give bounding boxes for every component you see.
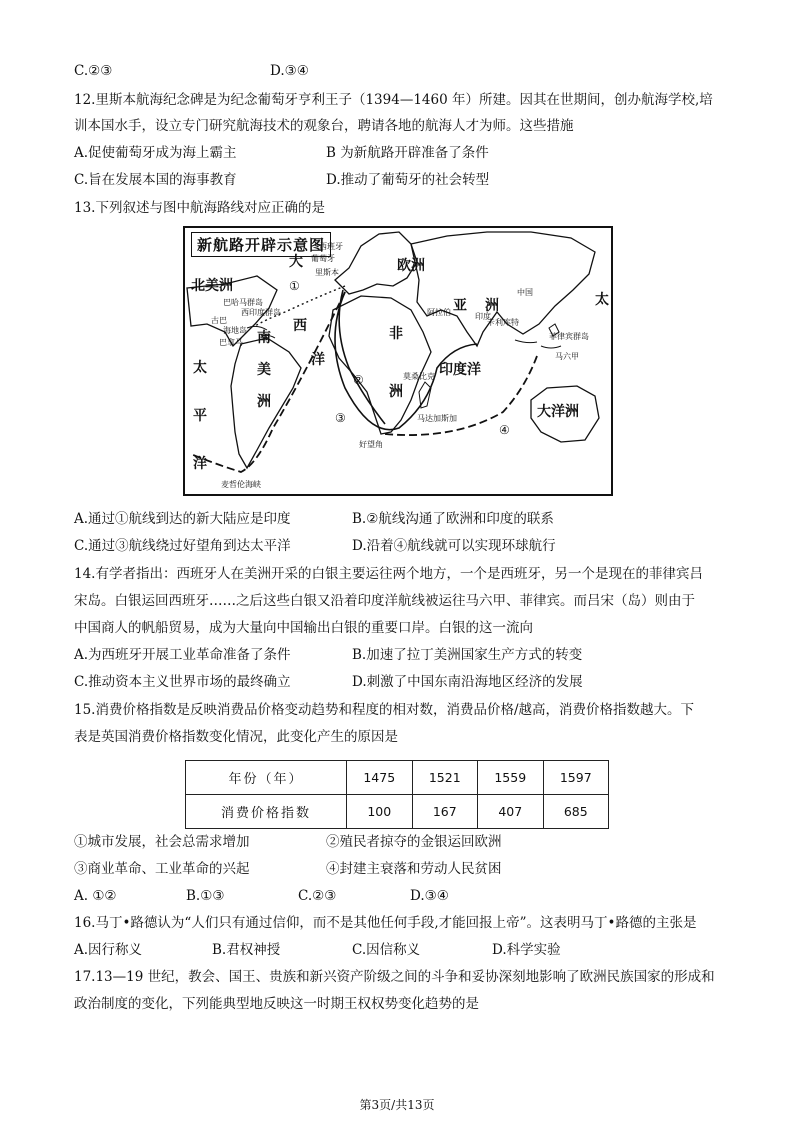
label-africa-2: 洲 <box>389 384 403 400</box>
prev-option-c: C.②③ <box>74 63 113 79</box>
q14-option-d: D.刺激了中国东南沿海地区经济的发展 <box>352 674 583 690</box>
label-china: 中国 <box>517 288 533 297</box>
q15-statement-3: ③商业革命、工业革命的兴起 <box>74 861 250 877</box>
label-africa-1: 非 <box>389 326 403 342</box>
q12-stem-line2: 训本国水手，设立专门研究航海技术的观象台，聘请各地的航海人才为师。这些措施 <box>74 118 574 134</box>
table-cell-cpi: 407 <box>478 795 544 829</box>
label-south-america-3: 洲 <box>257 394 271 410</box>
route-map <box>183 226 613 496</box>
q15-stem-line1: 15.消费价格指数是反映消费品价格变动趋势和程度的相对数，消费品价格/越高，消费价格指数越大。下 <box>74 702 695 718</box>
q12-stem-line1: 12.里斯本航海纪念碑是为纪念葡萄牙亨利王子（1394—1460 年）所建。因其在世期间，创办航海学校,培 <box>74 92 713 108</box>
label-pacific-3: 洋 <box>193 456 207 472</box>
q12-option-d: D.推动了葡萄牙的社会转型 <box>326 172 490 188</box>
label-portugal: 葡萄牙 <box>311 254 335 263</box>
q12-option-a: A.促使葡萄牙成为海上霸主 <box>74 145 237 161</box>
label-bahamas: 巴哈马群岛 <box>223 298 263 307</box>
q14-option-c: C.推动资本主义世界市场的最终确立 <box>74 674 291 690</box>
q15-statement-4: ④封建主衰落和劳动人民贫困 <box>326 861 502 877</box>
q15-statement-1: ①城市发展，社会总需求增加 <box>74 834 250 850</box>
table-cell-year: 1475 <box>347 761 413 795</box>
q14-stem-line2: 宋岛。白银运回西班牙……之后这些白银又沿着印度洋航线被运往马六甲、菲律宾。而吕宋（岛）则由于 <box>74 593 695 609</box>
label-mozambique: 莫桑比克 <box>403 372 435 381</box>
map-title: 新航路开辟示意图 <box>191 232 331 257</box>
label-pacific-2: 平 <box>193 408 207 424</box>
q15-option-a: A. ①② <box>74 888 117 904</box>
label-pacific-1: 太 <box>193 360 207 376</box>
label-malacca: 马六甲 <box>555 352 579 361</box>
q12-option-c: C.旨在发展本国的海事教育 <box>74 172 237 188</box>
q13-option-a: A.通过①航线到达的新大陆应是印度 <box>74 511 291 527</box>
label-atlantic-2: 西 <box>293 318 307 334</box>
q13-option-d: D.沿着④航线就可以实现环球航行 <box>352 538 556 554</box>
label-arabia: 阿拉伯 <box>427 308 451 317</box>
prev-option-d: D.③④ <box>270 63 309 79</box>
label-oceania: 大洋洲 <box>537 404 579 420</box>
q14-option-a: A.为西班牙开展工业革命准备了条件 <box>74 647 291 663</box>
q15-statement-2: ②殖民者掠夺的金银运回欧洲 <box>326 834 502 850</box>
label-haiti: 海地岛 <box>223 326 247 335</box>
q12-option-b: B 为新航路开辟准备了条件 <box>326 145 489 161</box>
label-panama: 巴拿马 <box>219 338 243 347</box>
cpi-table <box>185 760 609 829</box>
label-madagascar: 马达加斯加 <box>417 414 457 423</box>
q17-stem-line2: 政治制度的变化，下列能典型地反映这一时期王权权势变化趋势的是 <box>74 996 479 1012</box>
label-asia-1: 亚 <box>453 298 467 314</box>
q13-option-b: B.②航线沟通了欧洲和印度的联系 <box>352 511 554 527</box>
table-cell-cpi: 100 <box>347 795 413 829</box>
q15-option-c: C.②③ <box>298 888 337 904</box>
q16-option-b: B.君权神授 <box>212 942 281 958</box>
label-lisbon: 里斯本 <box>315 268 339 277</box>
label-cuba: 古巴 <box>211 316 227 325</box>
label-atlantic-1: 大 <box>289 254 303 270</box>
table-cell-cpi: 685 <box>543 795 609 829</box>
table-cell-year: 1521 <box>412 761 478 795</box>
label-strait: 麦哲伦海峡 <box>221 480 261 489</box>
label-india: 印度 <box>475 312 491 321</box>
q14-stem-line1: 14.有学者指出：西班牙人在美洲开采的白银主要运往两个地方，一个是西班牙，另一个是现在的菲律宾吕 <box>74 566 703 582</box>
table-cell-cpi: 167 <box>412 795 478 829</box>
q16-option-d: D.科学实验 <box>492 942 561 958</box>
q13-stem: 13.下列叙述与图中航海路线对应正确的是 <box>74 200 325 216</box>
q16-option-c: C.因信称义 <box>352 942 421 958</box>
label-europe: 欧洲 <box>397 258 425 274</box>
label-north-america: 北美洲 <box>191 278 233 294</box>
label-calicut: 卡利库特 <box>487 318 519 327</box>
table-row <box>186 761 609 795</box>
table-header-cpi: 消费价格指数 <box>186 795 347 829</box>
table-cell-year: 1597 <box>543 761 609 795</box>
label-south-america-2: 美 <box>257 362 271 378</box>
label-pacific-east: 太 <box>595 292 609 308</box>
route-marker-1: ① <box>289 279 300 293</box>
q15-option-b: B.①③ <box>186 888 225 904</box>
route-marker-3: ③ <box>335 411 346 425</box>
label-west-indies: 西印度群岛 <box>241 308 281 317</box>
q15-option-d: D.③④ <box>410 888 449 904</box>
label-asia-2: 洲 <box>485 298 499 314</box>
label-philippines: 菲律宾群岛 <box>549 332 589 341</box>
page-footer: 第3页/共13页 <box>359 1098 435 1112</box>
q13-option-c: C.通过③航线绕过好望角到达太平洋 <box>74 538 291 554</box>
label-indian-ocean: 印度洋 <box>439 362 481 378</box>
label-cape: 好望角 <box>359 440 383 449</box>
table-header-year: 年份（年） <box>186 761 347 795</box>
q15-stem-line2: 表是英国消费价格指数变化情况，此变化产生的原因是 <box>74 729 398 745</box>
q17-stem-line1: 17.13—19 世纪，教会、国王、贵族和新兴资产阶级之间的斗争和妥协深刻地影响了欧洲民族国家的形成和 <box>74 969 715 985</box>
table-row <box>186 795 609 829</box>
label-atlantic-3: 洋 <box>311 352 325 368</box>
q14-option-b: B.加速了拉丁美洲国家生产方式的转变 <box>352 647 583 663</box>
route-marker-2: ② <box>353 373 364 387</box>
q14-stem-line3: 中国商人的帆船贸易，成为大量向中国输出白银的重要口岸。白银的这一流向 <box>74 620 533 636</box>
label-spain: 西班牙 <box>319 242 343 251</box>
route-marker-4: ④ <box>499 423 510 437</box>
label-south-america-1: 南 <box>257 330 271 346</box>
table-cell-year: 1559 <box>478 761 544 795</box>
q16-stem: 16.马丁•路德认为“人们只有通过信仰，而不是其他任何手段,才能回报上帝”。这表明马丁•路德的主张是 <box>74 915 697 931</box>
q16-option-a: A.因行称义 <box>74 942 143 958</box>
